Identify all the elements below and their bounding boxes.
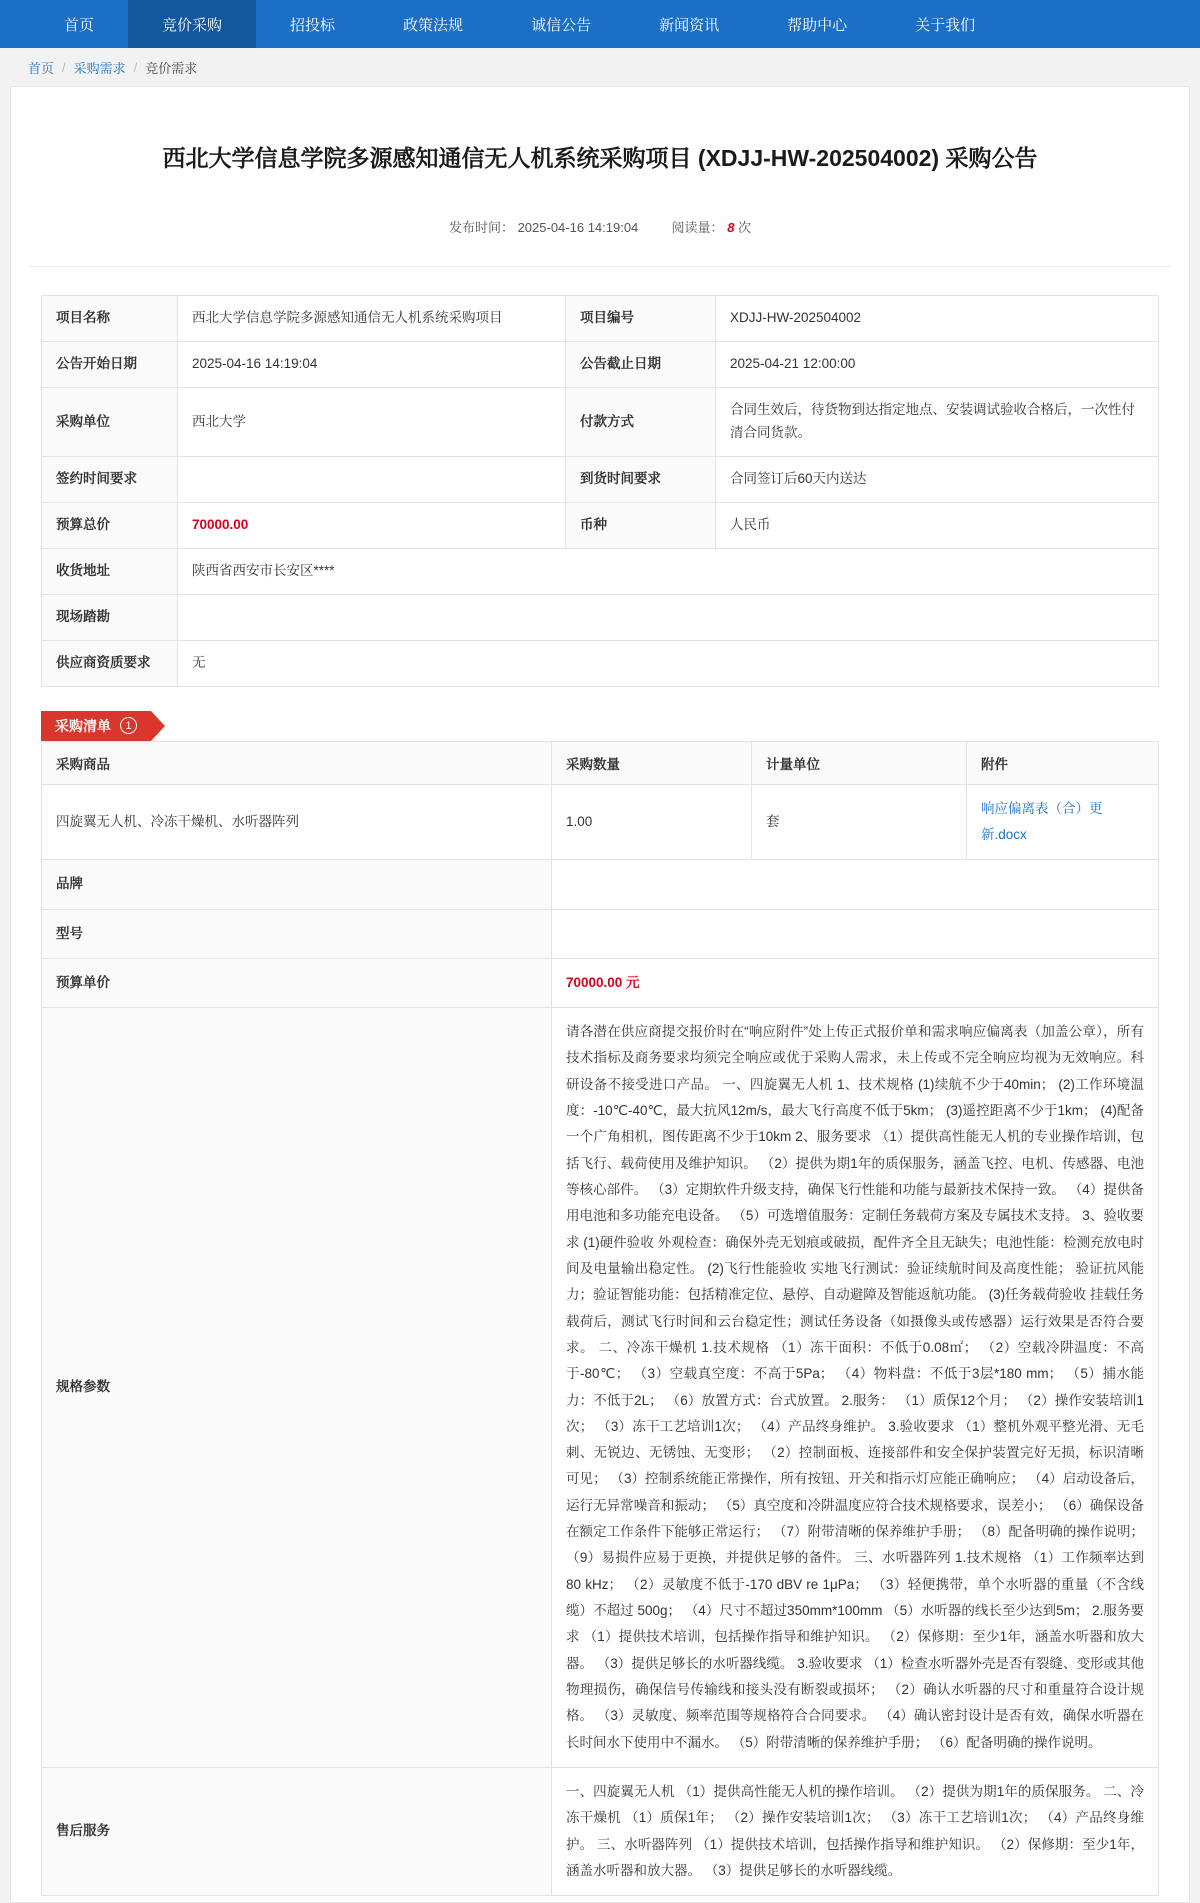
views-count: 8 [727, 220, 735, 236]
value-currency: 人民币 [716, 502, 1159, 548]
table-row [42, 1008, 1159, 1768]
label-supplier-qualification: 供应商资质要求 [42, 640, 178, 686]
article-meta [11, 191, 1189, 266]
label-project-name: 项目名称 [42, 296, 178, 342]
table-row [42, 296, 1159, 342]
table-row [42, 388, 1159, 457]
label-sign-time: 签约时间要求 [42, 456, 178, 502]
value-project-name: 西北大学信息学院多源感知通信无人机系统采购项目 [178, 296, 566, 342]
label-specification: 规格参数 [42, 1008, 552, 1768]
table-row [42, 958, 1159, 1007]
purchase-list-table [41, 741, 1159, 1897]
label-payment-method: 付款方式 [566, 388, 716, 457]
label-budget-unit-price: 预算单价 [42, 958, 552, 1007]
value-site-visit [178, 594, 1159, 640]
attachment-link[interactable]: 响应偏离表（合）更新.docx [981, 800, 1103, 842]
label-receiving-address: 收货地址 [42, 548, 178, 594]
table-row [42, 548, 1159, 594]
nav-item-credit-notice[interactable]: 诚信公告 [531, 16, 592, 34]
header-divider [29, 266, 1171, 267]
nav-item-help[interactable]: 帮助中心 [787, 16, 848, 34]
breadcrumb-separator-2: / [133, 59, 138, 75]
table-row [42, 860, 1159, 909]
purchase-list-badge: 1 [120, 717, 137, 734]
views-unit: 次 [738, 220, 752, 236]
purchase-list-section [41, 711, 1159, 741]
main-navigation[interactable] [0, 0, 1200, 48]
table-row [42, 342, 1159, 388]
value-delivery-time: 合同签订后60天内送达 [716, 456, 1159, 502]
value-after-sales: 一、四旋翼无人机 （1）提供高性能无人机的操作培训。 （2）提供为期1年的质保服务。 二、冷冻干燥机 （1）质保1年； （2）操作安装培训1次； （3）冻干工艺培训1次； （4）产品终身维护。 三、水听器阵列 （1）提供技术培训，包括操作指导和维护知识。 （2）保修期：至少1年，涵盖水听器和放大器。 （3）提供足够长的水听器线缆。 [552, 1767, 1159, 1895]
value-receiving-address: 陕西省西安市长安区**** [178, 548, 1159, 594]
nav-item-tender[interactable]: 招投标 [290, 16, 336, 34]
publish-time-label: 发布时间： [448, 220, 514, 236]
value-supplier-qualification: 无 [178, 640, 1159, 686]
nav-item-policy[interactable]: 政策法规 [403, 16, 464, 34]
label-purchaser: 采购单位 [42, 388, 178, 457]
column-header-attachment: 附件 [967, 741, 1159, 784]
column-header-goods: 采购商品 [42, 741, 552, 784]
label-after-sales: 售后服务 [42, 1767, 552, 1895]
table-row [42, 594, 1159, 640]
breadcrumb-level2[interactable]: 采购需求 [73, 60, 126, 76]
value-start-date: 2025-04-16 14:19:04 [178, 342, 566, 388]
label-brand: 品牌 [42, 860, 552, 909]
breadcrumb-home[interactable]: 首页 [28, 60, 55, 76]
nav-item-news[interactable]: 新闻资讯 [659, 16, 720, 34]
label-start-date: 公告开始日期 [42, 342, 178, 388]
label-site-visit: 现场踏勘 [42, 594, 178, 640]
breadcrumb-current: 竞价需求 [145, 60, 198, 76]
goods-qty: 1.00 [552, 784, 752, 860]
purchase-list-tag-label: 采购清单 [55, 717, 111, 734]
label-budget-total: 预算总价 [42, 502, 178, 548]
table-row [42, 502, 1159, 548]
nav-item-about[interactable]: 关于我们 [915, 16, 976, 34]
publish-time-value: 2025-04-16 14:19:04 [517, 220, 639, 236]
value-payment-method: 合同生效后，待货物到达指定地点、安装调试验收合格后，一次性付清合同货款。 [716, 388, 1159, 457]
value-model [552, 909, 1159, 958]
value-project-code: XDJJ-HW-202504002 [716, 296, 1159, 342]
label-project-code: 项目编号 [566, 296, 716, 342]
table-header-row [42, 741, 1159, 784]
goods-name: 四旋翼无人机、冷冻干燥机、水听器阵列 [42, 784, 552, 860]
views-label: 阅读量： [671, 220, 724, 236]
page-title: 西北大学信息学院多源感知通信无人机系统采购项目 (XDJJ-HW-202504002) 采购公告 [162, 145, 1038, 172]
table-row [42, 784, 1159, 860]
value-purchaser: 西北大学 [178, 388, 566, 457]
value-budget-total: 70000.00 [178, 502, 566, 548]
label-delivery-time: 到货时间要求 [566, 456, 716, 502]
value-end-date: 2025-04-21 12:00:00 [716, 342, 1159, 388]
value-brand [552, 860, 1159, 909]
table-row [42, 640, 1159, 686]
nav-spacer [0, 0, 30, 48]
nav-item-bidding-purchase[interactable]: 竞价采购 [128, 0, 256, 48]
project-info-table [41, 295, 1159, 686]
label-model: 型号 [42, 909, 552, 958]
label-end-date: 公告截止日期 [566, 342, 716, 388]
value-sign-time [178, 456, 566, 502]
goods-attachment-cell [967, 784, 1159, 860]
nav-item-home[interactable]: 首页 [64, 16, 95, 34]
breadcrumb [0, 48, 1200, 86]
table-row [42, 456, 1159, 502]
goods-unit: 套 [752, 784, 967, 860]
table-row [42, 909, 1159, 958]
column-header-unit: 计量单位 [752, 741, 967, 784]
label-currency: 币种 [566, 502, 716, 548]
breadcrumb-separator-1: / [62, 59, 66, 75]
announcement-card [10, 86, 1190, 1903]
table-row [42, 1767, 1159, 1895]
column-header-qty: 采购数量 [552, 741, 752, 784]
value-specification: 请各潜在供应商提交报价时在“响应附件”处上传正式报价单和需求响应偏离表（加盖公章），所有技术指标及商务要求均须完全响应或优于采购人需求，未上传或不完全响应均视为无效响应。科研设备不接受进口产品。 一、四旋翼无人机 1、技术规格 (1)续航不少于40min； (2)工作环境温度：-10℃-40℃，最大抗风12m/s，最大飞行高度不低于5km； (3)遥控距离不少于1km； (4)配备一个广角相机，图传距离不少于10km 2、服务要求 （1）提供高性能无人机的专业操作培训，包括飞行、载荷使用及维护知识。 （2）提供为期1年的质保服务，涵盖飞控、电机、传感器、电池等核心部件。 （3）定期软件升级支持，确保飞行性能和功能与最新技术保持一致。 （4）提供备用电池和多功能充电设备。 （5）可选增值服务：定制任务载荷方案及专属技术支持。 3、验收要求 (1)硬件验收 外观检查：确保外壳无划痕或破损，配件齐全且无缺失；电池性能：检测充放电时间及电量输出稳定性。 (2)飞行性能验收 实地飞行测试：验证续航时间及高度性能； 验证抗风能力；验证智能功能：包括精准定位、悬停、自动避障及智能返航功能。 (3)任务载荷验收 挂载任务载荷后，测试飞行时间和云台稳定性；测试任务设备（如摄像头或传感器）运行效果是否符合要求。 二、冷冻干燥机 1.技术规格 （1）冻干面积：不低于0.08㎡； （2）空载冷阱温度：不高于-80℃； （3）空载真空度：不高于5Pa； （4）物料盘：不低于3层*180 mm； （5）捕水能力：不低于2L； （6）放置方式：台式放置。 2.服务： （1）质保12个月； （2）操作安装培训1次； （3）冻干工艺培训1次； （4）产品终身维护。 3.验收要求 （1）整机外观平整光滑、无毛刺、无锐边、无锈蚀、无变形； （2）控制面板、连接部件和安全保护装置完好无损，标识清晰可见； （3）控制系统能正常操作，所有按钮、开关和指示灯应能正确响应； （4）启动设备后，运行无异常噪音和振动； （5）真空度和冷阱温度应符合技术规格要求，误差小； （6）确保设备在额定工作条件下能够正常运行； （7）附带清晰的保养维护手册； （8）配备明确的操作说明； （9）易损件应易于更换，并提供足够的备件。 三、水听器阵列 1.技术规格 （1）工作频率达到80 kHz； （2）灵敏度不低于-170 dBV re 1μPa； （3）轻便携带，单个水听器的重量（不含线缆）不超过 500g； （4）尺寸不超过350mm*100mm （5）水听器的线长至少达到5m； 2.服务要求 （1）提供技术培训，包括操作指导和维护知识。 （2）保修期：至少1年，涵盖水听器和放大器。 （3）提供足够长的水听器线缆。 3.验收要求 （1）检查水听器外壳是否有裂缝、变形或其他物理损伤，确保信号传输线和接头没有断裂或损坏； （2）确认水听器的尺寸和重量符合设计规格。 （3）灵敏度、频率范围等规格符合合同要求。 （4）确认密封设计是否有效，确保水听器在长时间水下使用中不漏水。 （5）附带清晰的保养维护手册； （6）配备明确的操作说明。 [552, 1008, 1159, 1768]
purchase-list-tag [41, 711, 151, 741]
value-budget-unit-price: 70000.00 元 [552, 958, 1159, 1007]
